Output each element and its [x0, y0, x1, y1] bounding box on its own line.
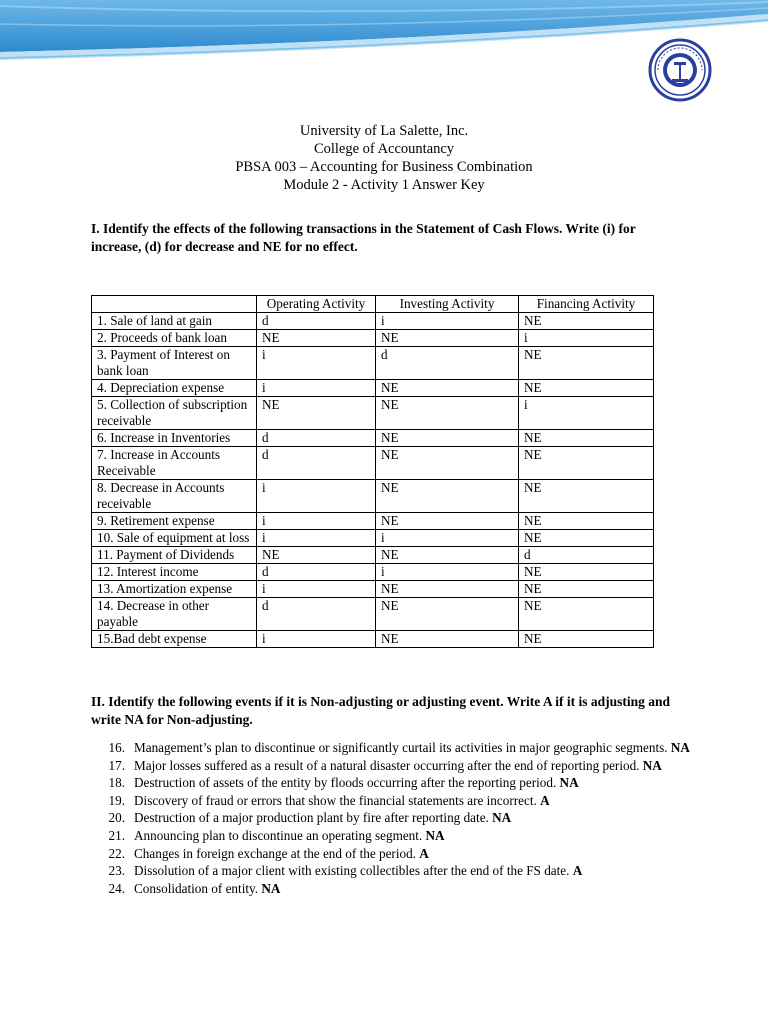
item-text-wrapper: [125, 774, 691, 792]
effect-cell: NE: [519, 447, 654, 480]
item-text: Consolidation of entity.: [134, 880, 259, 896]
effect-cell: i: [257, 513, 376, 530]
table-row: [92, 313, 654, 330]
effect-cell: d: [376, 347, 519, 380]
effect-cell: NE: [376, 480, 519, 513]
item-text: Changes in foreign exchange at the end of the period.: [134, 845, 416, 861]
table-header-cell: Financing Activity: [519, 296, 654, 313]
item-text-wrapper: [125, 862, 691, 880]
transaction-cell: 5. Collection of subscription receivable: [92, 397, 257, 430]
effect-cell: i: [257, 380, 376, 397]
table-row: [92, 530, 654, 547]
item-answer: NA: [642, 757, 662, 773]
university-name: University of La Salette, Inc.: [299, 123, 469, 139]
effect-cell: d: [519, 547, 654, 564]
item-answer: NA: [670, 740, 690, 755]
effect-cell: NE: [257, 547, 376, 564]
transaction-cell: 6. Increase in Inventories: [92, 430, 257, 447]
effect-cell: NE: [519, 380, 654, 397]
effect-cell: NE: [519, 347, 654, 380]
list-item: [91, 792, 691, 810]
item-text-wrapper: [125, 809, 691, 827]
college-name: College of Accountancy: [313, 141, 455, 157]
effect-cell: NE: [519, 598, 654, 631]
effect-cell: NE: [376, 330, 519, 347]
table-header-cell: [92, 296, 257, 313]
effect-cell: i: [376, 313, 519, 330]
item-answer: A: [540, 792, 550, 808]
effect-cell: d: [257, 447, 376, 480]
item-answer: NA: [559, 775, 579, 791]
table-header-cell: Operating Activity: [257, 296, 376, 313]
list-item: [91, 774, 691, 792]
transaction-cell: 14. Decrease in other payable: [92, 598, 257, 631]
effect-cell: NE: [376, 631, 519, 648]
effect-cell: d: [257, 564, 376, 581]
item-answer: A: [419, 845, 429, 861]
table-row: [92, 547, 654, 564]
item-text-wrapper: [125, 827, 691, 845]
effect-cell: d: [257, 313, 376, 330]
table-body: [92, 313, 654, 648]
item-number: 24.: [108, 880, 125, 896]
list-item: [91, 862, 691, 880]
item-text: Destruction of a major production plant by fire after reporting date.: [134, 810, 489, 826]
list-item: [91, 739, 691, 757]
effect-cell: NE: [376, 581, 519, 598]
effect-cell: NE: [519, 564, 654, 581]
table-header-cell: Investing Activity: [376, 296, 519, 313]
table-row: [92, 447, 654, 480]
table-row: [92, 430, 654, 447]
effect-cell: NE: [519, 581, 654, 598]
section-2-instruction: II. Identify the following events if it is Non-adjusting or adjusting event. Write A if it is adjusting and write NA for Non-adjusting.: [91, 694, 671, 727]
effect-cell: i: [376, 530, 519, 547]
effect-cell: NE: [376, 447, 519, 480]
transaction-cell: 10. Sale of equipment at loss: [92, 530, 257, 547]
list-item: [91, 809, 691, 827]
effect-cell: NE: [519, 480, 654, 513]
effect-cell: i: [257, 631, 376, 648]
section-1-instruction: I. Identify the effects of the following transactions in the Statement of Cash Flows. Write (i) for increase, (d) for decrease and NE for no effect.: [91, 221, 636, 254]
effect-cell: NE: [519, 430, 654, 447]
effect-cell: i: [257, 480, 376, 513]
item-text: Dissolution of a major client with existing collectibles after the end of the FS date.: [134, 863, 570, 879]
table-row: [92, 598, 654, 631]
item-text-wrapper: [125, 792, 691, 810]
table-row: [92, 397, 654, 430]
table-row: [92, 513, 654, 530]
item-text-wrapper: [125, 880, 691, 898]
item-number: 19.: [108, 792, 125, 808]
item-text: Management’s plan to discontinue or significantly curtail its activities in major geographic segments.: [134, 740, 668, 755]
item-answer: NA: [492, 810, 512, 826]
table-header-row: [92, 296, 654, 313]
list-item: [91, 757, 691, 775]
effect-cell: NE: [519, 530, 654, 547]
effect-cell: i: [519, 397, 654, 430]
effect-cell: i: [519, 330, 654, 347]
university-seal-logo: [648, 38, 712, 102]
effect-cell: NE: [376, 430, 519, 447]
effect-cell: d: [257, 598, 376, 631]
effect-cell: NE: [257, 330, 376, 347]
effect-cell: i: [376, 564, 519, 581]
item-number: 20.: [108, 810, 125, 826]
transaction-cell: 9. Retirement expense: [92, 513, 257, 530]
transaction-cell: 13. Amortization expense: [92, 581, 257, 598]
table-row: [92, 480, 654, 513]
item-text-wrapper: [125, 845, 691, 863]
effect-cell: NE: [519, 631, 654, 648]
cash-flow-table: [91, 295, 654, 648]
effect-cell: d: [257, 430, 376, 447]
transaction-cell: 12. Interest income: [92, 564, 257, 581]
item-number: 21.: [108, 827, 125, 843]
list-item: [91, 845, 691, 863]
item-text-wrapper: [125, 757, 691, 775]
events-list: [91, 739, 691, 897]
item-number: 18.: [108, 775, 125, 791]
item-number: 16.: [108, 740, 125, 755]
transaction-cell: 8. Decrease in Accounts receivable: [92, 480, 257, 513]
transaction-cell: 15.Bad debt expense: [92, 631, 257, 648]
effect-cell: NE: [376, 397, 519, 430]
table-row: [92, 347, 654, 380]
table-row: [92, 581, 654, 598]
item-text: Announcing plan to discontinue an operating segment.: [134, 827, 423, 843]
effect-cell: NE: [519, 513, 654, 530]
effect-cell: NE: [257, 397, 376, 430]
transaction-cell: 2. Proceeds of bank loan: [92, 330, 257, 347]
transaction-cell: 1. Sale of land at gain: [92, 313, 257, 330]
effect-cell: i: [257, 581, 376, 598]
list-item: [91, 880, 691, 898]
effect-cell: NE: [376, 598, 519, 631]
module-title: Module 2 - Activity 1 Answer Key: [283, 177, 485, 193]
table-row: [92, 380, 654, 397]
list-item: [91, 827, 691, 845]
effect-cell: NE: [376, 547, 519, 564]
item-answer: NA: [425, 827, 445, 843]
document-header: [0, 122, 768, 194]
item-text: Discovery of fraud or errors that show the financial statements are incorrect.: [134, 792, 537, 808]
effect-cell: i: [257, 530, 376, 547]
item-answer: NA: [261, 880, 281, 896]
item-text: Major losses suffered as a result of a natural disaster occurring after the end of reporting period.: [134, 757, 640, 773]
table-row: [92, 564, 654, 581]
item-text: Destruction of assets of the entity by floods occurring after the reporting period.: [134, 775, 557, 791]
item-text-wrapper: [125, 739, 691, 757]
course-title: PBSA 003 – Accounting for Business Combination: [235, 159, 533, 175]
transaction-cell: 11. Payment of Dividends: [92, 547, 257, 564]
transaction-cell: 7. Increase in Accounts Receivable: [92, 447, 257, 480]
transaction-cell: 4. Depreciation expense: [92, 380, 257, 397]
item-number: 22.: [108, 845, 125, 861]
effect-cell: NE: [376, 513, 519, 530]
item-number: 17.: [108, 757, 125, 773]
item-number: 23.: [108, 863, 125, 879]
effect-cell: i: [257, 347, 376, 380]
transaction-cell: 3. Payment of Interest on bank loan: [92, 347, 257, 380]
effect-cell: NE: [376, 380, 519, 397]
table-row: [92, 330, 654, 347]
effect-cell: NE: [519, 313, 654, 330]
table-row: [92, 631, 654, 648]
item-answer: A: [572, 863, 583, 879]
